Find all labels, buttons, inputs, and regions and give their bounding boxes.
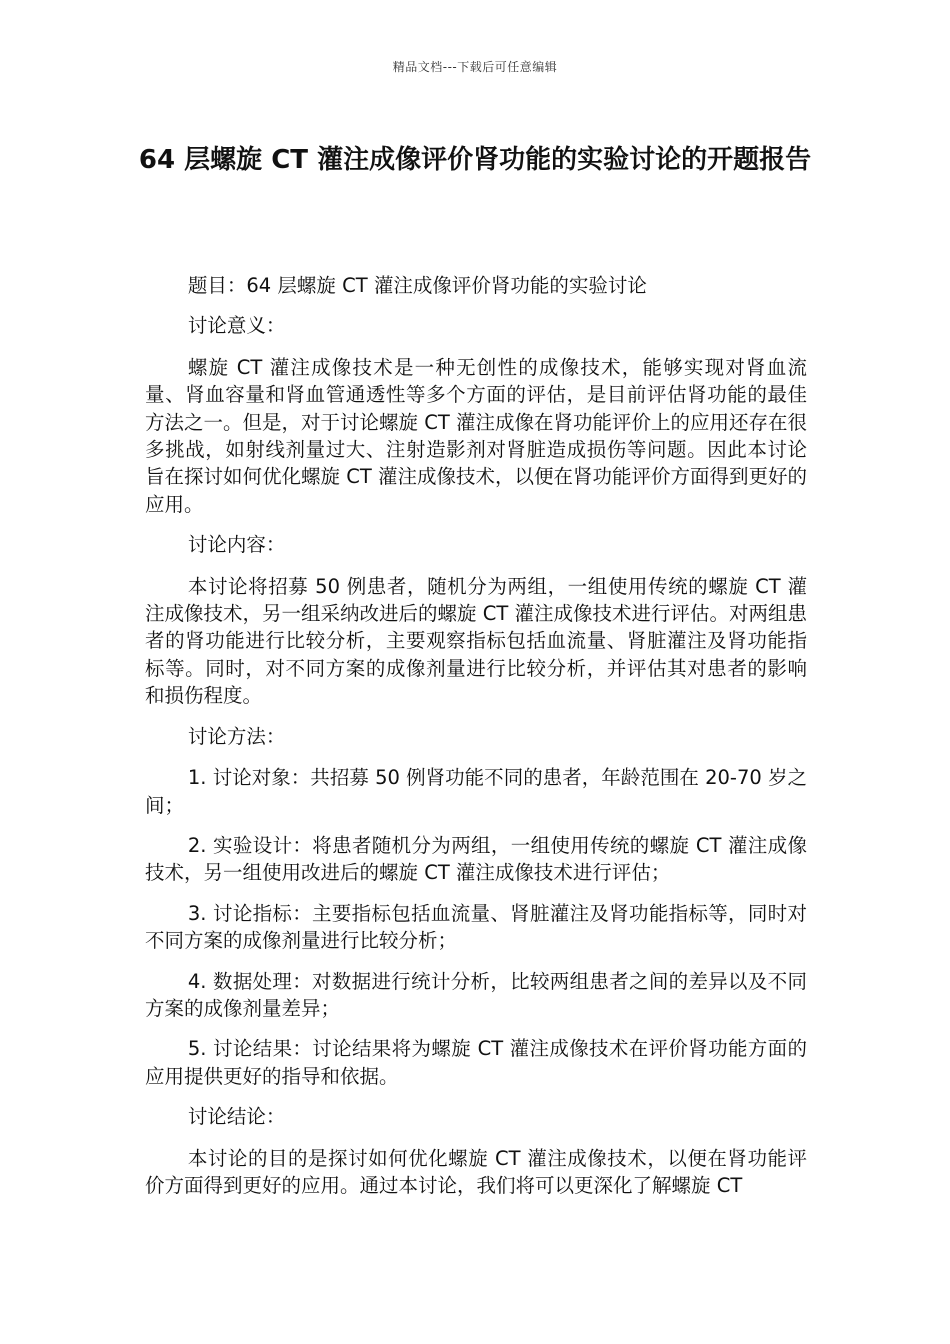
section-heading-conclusion: 讨论结论： [187, 1105, 286, 1129]
method-item: 2. 实验设计：将患者随机分为两组，一组使用传统的螺旋 CT 灌注成像技术，另一组使用改进后的螺旋 CT 灌注成像技术进行评估； [145, 833, 807, 885]
section-heading-content: 讨论内容： [187, 533, 286, 557]
paragraph-content: 本讨论将招募 50 例患者，随机分为两组，一组使用传统的螺旋 CT 灌注成像技术，另一组采纳改进后的螺旋 CT 灌注成像技术进行评估。对两组患者的肾功能进行比较分析，主要观察指标包括血流量、肾脏灌注及肾功能指标等。同时，对不同方案的成像剂量进行比较分析，并评估其对患者的影响和损伤程度。 [145, 574, 807, 708]
paragraph-conclusion: 本讨论的目的是探讨如何优化螺旋 CT 灌注成像技术，以便在肾功能评价方面得到更好的应用。通过本讨论，我们将可以更深化了解螺旋 CT [145, 1146, 807, 1197]
section-heading-significance: 讨论意义： [187, 314, 286, 338]
paragraph-significance: 螺旋 CT 灌注成像技术是一种无创性的成像技术，能够实现对肾血流量、肾血容量和肾血管通透性等多个方面的评估，是目前评估肾功能的最佳方法之一。但是，对于讨论螺旋 CT 灌注成像在肾功能评价上的应用还存在很多挑战，如射线剂量过大、注射造影剂对肾脏造成损伤等问题。因此本讨论旨在探讨如何优化螺旋 CT 灌注成像技术，以便在肾功能评价方面得到更好的应用。 [145, 355, 807, 516]
header-note: 精品文档---下载后可任意编辑 [392, 60, 558, 74]
document-body [145, 272, 807, 1212]
method-item: 3. 讨论指标：主要指标包括血流量、肾脏灌注及肾功能指标等，同时对不同方案的成像剂量进行比较分析； [145, 901, 807, 953]
method-item: 1. 讨论对象：共招募 50 例肾功能不同的患者，年龄范围在 20-70 岁之间； [145, 766, 807, 817]
document-title: 64 层螺旋 CT 灌注成像评价肾功能的实验讨论的开题报告 [138, 145, 812, 175]
section-heading-methods: 讨论方法： [187, 724, 286, 748]
method-item: 4. 数据处理：对数据进行统计分析，比较两组患者之间的差异以及不同方案的成像剂量差异； [145, 969, 807, 1020]
method-item: 5. 讨论结果：讨论结果将为螺旋 CT 灌注成像技术在评价肾功能方面的应用提供更好的指导和依据。 [145, 1037, 807, 1088]
topic-line: 题目：64 层螺旋 CT 灌注成像评价肾功能的实验讨论 [187, 274, 647, 297]
